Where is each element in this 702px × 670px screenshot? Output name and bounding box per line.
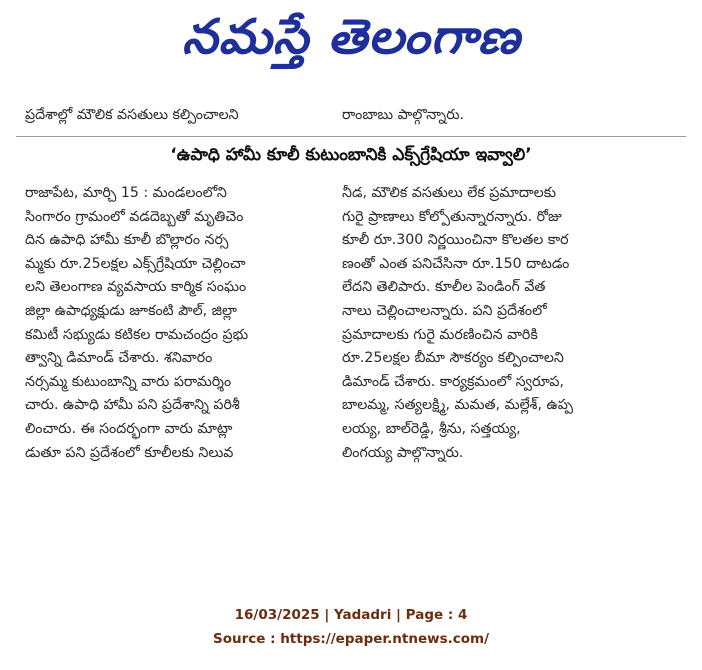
article-line: బాలమ్మ, సత్యలక్ష్మి, మమత, మల్లేశ్, ఉప్ప	[342, 397, 574, 414]
article-body-right-column	[342, 182, 682, 465]
masthead-title: నమస్తే తెలంగాణ	[181, 9, 521, 65]
article-line: కూలీ రూ.300 నిర్ణయించినా కొలతల కార	[342, 232, 569, 249]
previous-article-line: ప్రదేశాల్లో మౌలిక వసతులు కల్పించాలని	[25, 107, 239, 123]
article-line: రాజాపేట, మార్చి 15 : మండలంలోని	[25, 185, 227, 201]
previous-article-tail-left	[25, 104, 325, 128]
article-clipping	[0, 90, 702, 518]
edition-info: 16/03/2025 | Yadadri | Page : 4	[234, 607, 468, 623]
article-line: మ్మకు రూ.25లక్షల ఎక్స్‌గ్రేషియా చెల్లించా	[25, 255, 246, 272]
article-line: రూ.25లక్షల బీమా సౌకర్యం కల్పించాలని	[342, 350, 564, 367]
previous-article-tail-right	[342, 104, 682, 128]
article-line: చారు. ఉపాధి హామీ పని ప్రదేశాన్ని పరిశీ	[25, 397, 240, 414]
article-line: డిమాండ్ చేశారు. కార్యక్రమంలో స్వరూప,	[342, 373, 565, 390]
article-line: నర్సమ్మ కుటుంబాన్ని వారు పరామర్శిం	[25, 373, 232, 390]
article-body-left-column	[25, 182, 330, 465]
article-line: జిల్లా ఉపాధ్యక్షుడు జూకంటి పౌల్, జిల్లా	[25, 302, 237, 319]
article-line: డుతూ పని ప్రదేశంలో కూలీలకు నిలువ	[25, 444, 234, 461]
article-line: నాలు చెల్లించాలన్నారు. పని ప్రదేశంలో	[342, 302, 547, 319]
article-line: లని తెలంగాణ వ్యవసాయ కార్మిక సంఘం	[25, 279, 247, 296]
article-line: నీడ, మౌలిక వసతులు లేక ప్రమాదాలకు	[342, 185, 557, 201]
article-line: త్వాన్ని డిమాండ్ చేశారు. శనివారం	[25, 350, 213, 367]
article-headline: ‘ఉపాధి హామీ కూలీ కుటుంబానికి ఎక్స్‌గ్రేషియా ఇవ్వాలి’	[170, 145, 532, 165]
previous-article-line: రాంబాబు పాల్గొన్నారు.	[342, 107, 465, 123]
article-line: ప్రమాదాలకు గురై మరణించిన వారికి	[342, 326, 538, 343]
source-credit: Source : https://epaper.ntnews.com/	[212, 631, 490, 647]
newspaper-masthead	[0, 6, 702, 80]
article-line: లించారు. ఈ సందర్భంగా వారు మాట్లా	[25, 420, 233, 437]
article-line: ణంతో ఎంత పనిచేసినా రూ.150 దాటడం	[342, 255, 570, 272]
article-line: దిన ఉపాధి హామీ కూలీ బొల్లారం నర్స	[25, 232, 229, 249]
article-line: గురై ప్రాణాలు కోల్పోతున్నారన్నారు. రోజు	[342, 208, 562, 225]
article-line: సింగారం గ్రామంలో వడదెబ్బతో మృతిచెం	[25, 208, 244, 225]
article-line: లేదని తెలిపారు. కూలీల పెండింగ్ వేత	[342, 279, 546, 296]
article-line: లయ్య, బాల్‌రెడ్డి, శ్రీను, సత్తయ్య,	[342, 420, 521, 437]
headline-top-divider	[16, 136, 686, 137]
article-line: కమిటీ సభ్యుడు కటికల రామచంద్రం ప్రభు	[25, 326, 249, 343]
article-line: లింగయ్య పాల్గొన్నారు.	[342, 444, 464, 461]
